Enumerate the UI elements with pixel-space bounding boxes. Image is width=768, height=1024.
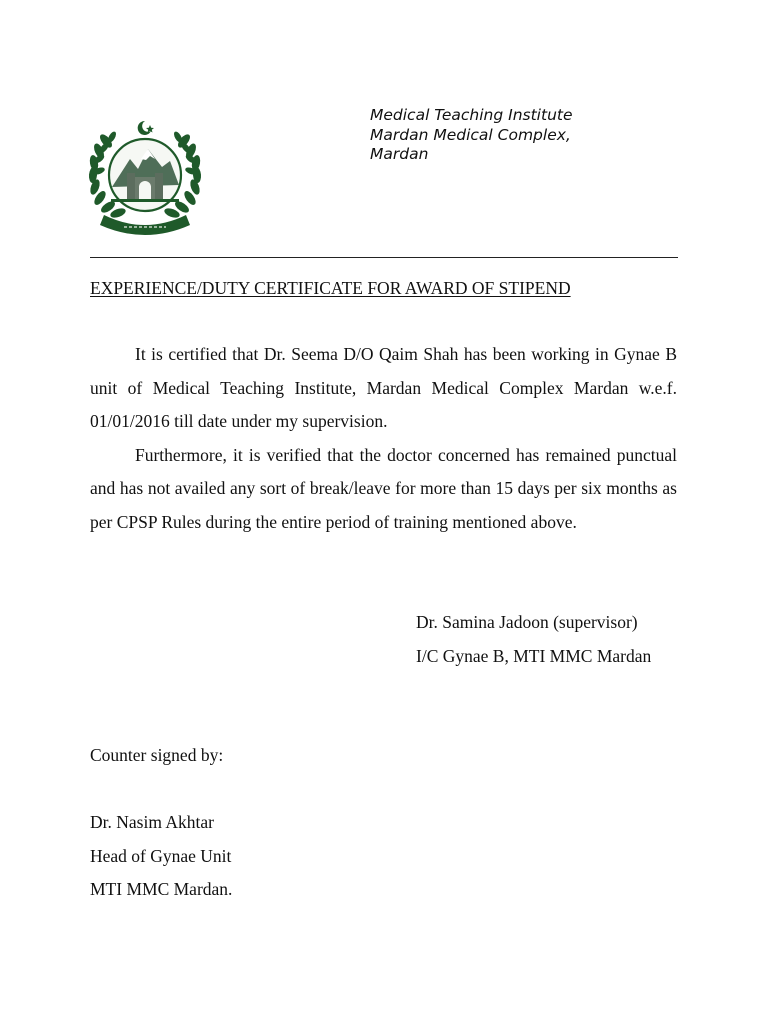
countersign-label: Counter signed by: xyxy=(90,745,224,765)
certificate-title: EXPERIENCE/DUTY CERTIFICATE FOR AWARD OF STIPEND xyxy=(90,278,571,298)
countersign-block xyxy=(90,739,232,907)
supervisor-name: Dr. Samina Jadoon (supervisor) xyxy=(416,612,638,632)
institute-line-1: Medical Teaching Institute xyxy=(370,106,573,124)
institute-header xyxy=(370,106,573,165)
kpk-government-seal-icon xyxy=(86,115,204,239)
countersign-designation: Head of Gynae Unit xyxy=(90,845,232,866)
certificate-body xyxy=(90,338,677,539)
body-paragraph: It is certified that Dr. Seema D/O Qaim Shah has been working in Gynae B unit of Medical Teaching Institute, Mardan Medical Complex Mardan w.e.f. 01/01/2016 till date under my supervision. xyxy=(90,344,677,431)
supervisor-designation: I/C Gynae B, MTI MMC Mardan xyxy=(416,645,652,666)
body-paragraph: Furthermore, it is verified that the doctor concerned has remained punctual and has not availed any sort of break/leave for more than 15 days per six months as per CPSP Rules during the entire period of training mentioned above. xyxy=(90,444,677,532)
supervisor-signature-block xyxy=(416,606,651,673)
spacer xyxy=(90,773,232,807)
countersign-organization: MTI MMC Mardan. xyxy=(90,879,233,899)
countersign-name: Dr. Nasim Akhtar xyxy=(90,812,214,832)
institute-line-3: Mardan xyxy=(370,145,429,163)
header-divider xyxy=(90,257,678,258)
institute-line-2: Mardan Medical Complex, xyxy=(370,125,571,144)
